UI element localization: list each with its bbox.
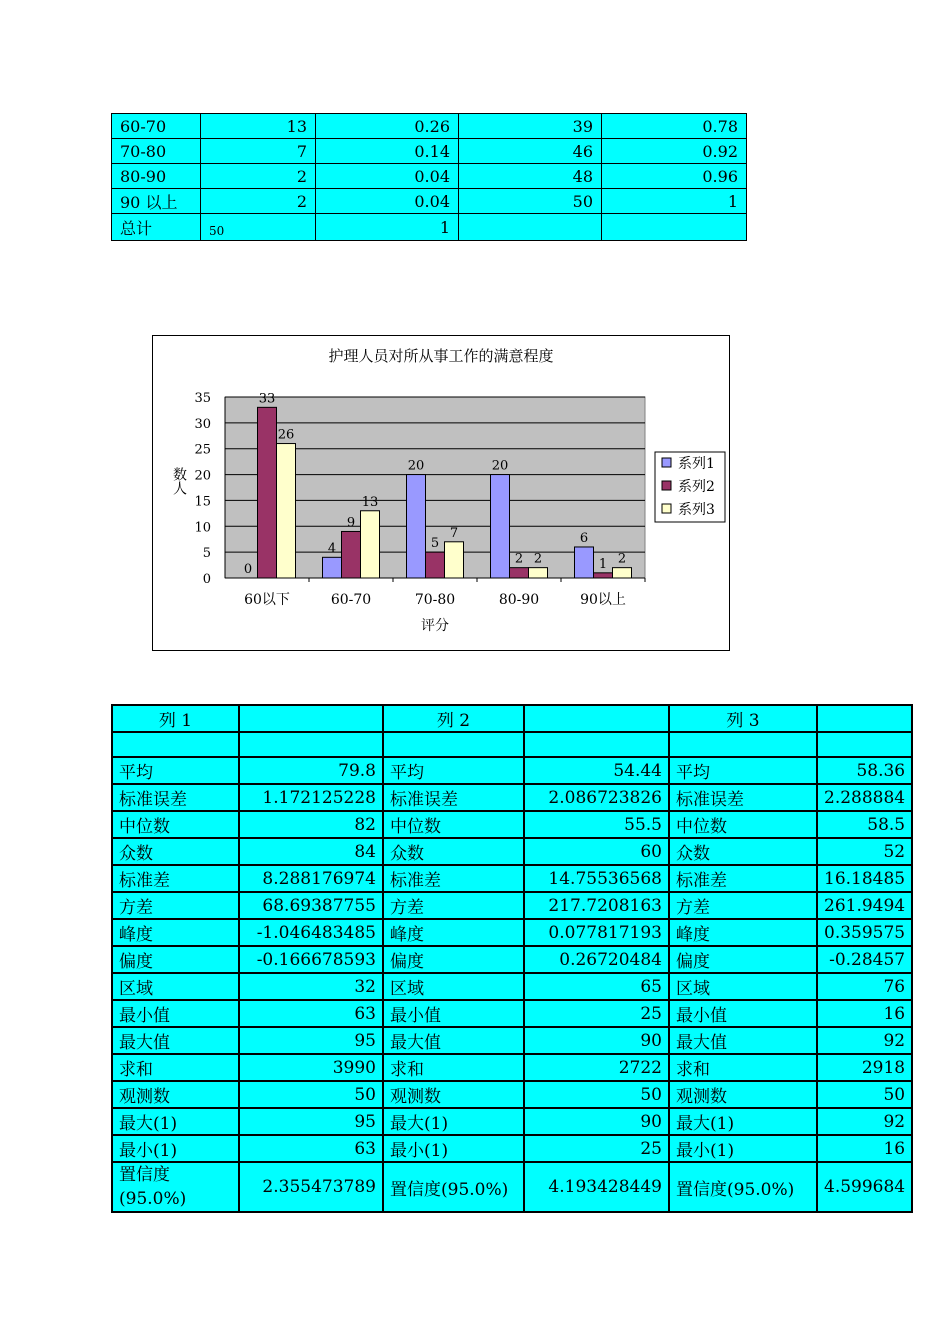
legend-swatch [662, 504, 671, 513]
stats-value-cell: 4.193428449 [524, 1162, 669, 1212]
stats-value-cell: 92 [817, 1108, 912, 1135]
stats-value-cell: 8.288176974 [239, 865, 383, 892]
stats-value-cell: -0.28457 [817, 946, 912, 973]
stats-value-cell: 16 [817, 1135, 912, 1162]
stats-label-cell: 方差 [383, 892, 524, 919]
stats-label-cell: 最小值 [669, 1000, 817, 1027]
stats-value-cell: 16 [817, 1000, 912, 1027]
stats-label-cell: 区域 [383, 973, 524, 1000]
frequency-value-cell: 0.04 [316, 164, 459, 189]
stats-value-cell: 261.9494 [817, 892, 912, 919]
stats-label-cell: 标准误差 [112, 784, 239, 811]
stats-label-cell: 观测数 [112, 1081, 239, 1108]
bar-chart [152, 335, 730, 651]
data-label: 9 [346, 515, 356, 531]
stats-label-cell: 标准差 [669, 865, 817, 892]
frequency-value-cell: 0.96 [602, 164, 747, 189]
stats-label-cell: 置信度(95.0%) [383, 1162, 524, 1212]
stats-label-cell: 众数 [112, 838, 239, 865]
stats-label-cell: 标准差 [112, 865, 239, 892]
stats-label-cell: 平均 [383, 757, 524, 784]
stats-label-cell: 峰度 [383, 919, 524, 946]
stats-value-cell: 2722 [524, 1054, 669, 1081]
x-tick-label: 70-80 [414, 592, 456, 608]
stats-value-cell: 4.599684 [817, 1162, 912, 1212]
data-label: 2 [514, 551, 524, 567]
stats-row [112, 757, 912, 784]
stats-value-cell: 1.172125228 [239, 784, 383, 811]
stats-label-cell: 众数 [669, 838, 817, 865]
stats-column-header [817, 705, 912, 732]
y-tick-label: 5 [202, 546, 211, 562]
stats-label-cell: 求和 [669, 1054, 817, 1081]
bar-系列3 [613, 568, 632, 578]
stats-value-cell: 54.44 [524, 757, 669, 784]
legend-label: 系列2 [678, 479, 715, 495]
stats-row [112, 865, 912, 892]
stats-value-cell: 3990 [239, 1054, 383, 1081]
y-tick-label: 10 [194, 520, 211, 536]
frequency-row [112, 164, 747, 189]
data-label: 4 [327, 541, 337, 557]
stats-label-cell: 标准差 [383, 865, 524, 892]
x-tick-label: 80-90 [498, 592, 540, 608]
stats-row [112, 1054, 912, 1081]
stats-value-cell: 95 [239, 1027, 383, 1054]
frequency-value-cell: 50 [459, 189, 602, 214]
y-axis-label: 数人 [171, 467, 187, 495]
stats-row [112, 811, 912, 838]
stats-label-cell: 最小(1) [112, 1135, 239, 1162]
stats-value-cell: 79.8 [239, 757, 383, 784]
stats-label-cell: 区域 [112, 973, 239, 1000]
stats-label-cell: 平均 [669, 757, 817, 784]
bar-系列3 [361, 511, 380, 578]
y-tick-label: 0 [202, 572, 211, 587]
stats-row [112, 973, 912, 1000]
stats-value-cell: 95 [239, 1108, 383, 1135]
frequency-range-cell: 总计 [112, 214, 201, 241]
frequency-value-cell: 2 [201, 164, 316, 189]
bar-系列2 [342, 531, 361, 578]
bar-系列1 [491, 475, 510, 578]
stats-row [112, 892, 912, 919]
bar-系列3 [445, 542, 464, 578]
stats-label-cell: 中位数 [112, 811, 239, 838]
legend-swatch [662, 481, 671, 490]
data-label: 33 [258, 391, 276, 407]
frequency-range-cell: 60-70 [112, 114, 201, 139]
frequency-value-cell: 1 [316, 214, 459, 241]
stats-label-cell: 峰度 [112, 919, 239, 946]
legend-label: 系列1 [678, 456, 715, 472]
stats-column-header: 列 2 [383, 705, 524, 732]
y-tick-label: 30 [194, 416, 211, 432]
stats-label-cell: 最小(1) [383, 1135, 524, 1162]
frequency-value-cell: 48 [459, 164, 602, 189]
legend-label: 系列3 [678, 502, 715, 518]
stats-value-cell: 84 [239, 838, 383, 865]
stats-table-body [112, 705, 912, 1212]
stats-label-cell: 最大(1) [669, 1108, 817, 1135]
y-tick-label: 20 [194, 468, 211, 484]
stats-row [112, 1108, 912, 1135]
stats-label-cell: 求和 [383, 1054, 524, 1081]
stats-label-cell: 标准误差 [669, 784, 817, 811]
data-label: 2 [617, 551, 627, 567]
stats-value-cell: -1.046483485 [239, 919, 383, 946]
stats-label-cell: 峰度 [669, 919, 817, 946]
data-label: 1 [598, 556, 608, 572]
data-label: 20 [407, 458, 425, 474]
stats-empty-cell [239, 732, 383, 757]
stats-value-cell: 63 [239, 1135, 383, 1162]
data-label: 6 [579, 530, 589, 546]
stats-label-cell: 中位数 [383, 811, 524, 838]
legend-swatch [662, 458, 671, 467]
stats-empty-cell [524, 732, 669, 757]
frequency-value-cell: 7 [201, 139, 316, 164]
bar-系列2 [258, 407, 277, 578]
stats-column-header [524, 705, 669, 732]
stats-value-cell: 0.26720484 [524, 946, 669, 973]
stats-label-cell: 方差 [112, 892, 239, 919]
y-tick-label: 15 [194, 494, 211, 510]
frequency-value-cell [459, 214, 602, 241]
bar-chart-svg [153, 336, 729, 650]
stats-row [112, 1000, 912, 1027]
frequency-value-cell: 46 [459, 139, 602, 164]
bar-系列2 [426, 552, 445, 578]
stats-label-cell: 观测数 [669, 1081, 817, 1108]
stats-value-cell: 217.7208163 [524, 892, 669, 919]
stats-value-cell: 32 [239, 973, 383, 1000]
stats-value-cell: 2.355473789 [239, 1162, 383, 1212]
stats-label-cell: 最大(1) [383, 1108, 524, 1135]
stats-value-cell: 63 [239, 1000, 383, 1027]
data-label: 20 [491, 458, 509, 474]
stats-value-cell: 2.288884 [817, 784, 912, 811]
stats-value-cell: 82 [239, 811, 383, 838]
stats-value-cell: 16.18485 [817, 865, 912, 892]
frequency-row [112, 139, 747, 164]
bar-系列3 [529, 568, 548, 578]
stats-label-cell: 偏度 [669, 946, 817, 973]
stats-empty-cell [669, 732, 817, 757]
stats-empty-cell [817, 732, 912, 757]
frequency-range-cell: 70-80 [112, 139, 201, 164]
stats-value-cell: 14.75536568 [524, 865, 669, 892]
stats-value-cell: 25 [524, 1000, 669, 1027]
stats-value-cell: 25 [524, 1135, 669, 1162]
stats-label-cell: 最小(1) [669, 1135, 817, 1162]
bar-系列2 [594, 573, 613, 578]
stats-row [112, 1027, 912, 1054]
x-tick-label: 90以上 [580, 592, 626, 608]
frequency-value-cell: 0.14 [316, 139, 459, 164]
stats-label-cell: 求和 [112, 1054, 239, 1081]
frequency-range-cell: 80-90 [112, 164, 201, 189]
stats-label-cell: 最大值 [383, 1027, 524, 1054]
stats-value-cell: 65 [524, 973, 669, 1000]
stats-empty-cell [383, 732, 524, 757]
stats-value-cell: 0.359575 [817, 919, 912, 946]
frequency-table [111, 113, 747, 241]
stats-column-header: 列 1 [112, 705, 239, 732]
stats-column-header: 列 3 [669, 705, 817, 732]
frequency-table-body [112, 114, 747, 241]
stats-row [112, 1081, 912, 1108]
stats-row [112, 838, 912, 865]
stats-empty-row [112, 732, 912, 757]
stats-value-cell: 76 [817, 973, 912, 1000]
stats-value-cell: 55.5 [524, 811, 669, 838]
x-tick-label: 60以下 [244, 592, 290, 608]
stats-column-header [239, 705, 383, 732]
y-tick-label: 25 [194, 442, 211, 458]
data-label: 7 [449, 525, 459, 541]
data-label: 26 [277, 427, 295, 443]
stats-row [112, 1162, 912, 1212]
frequency-value-cell: 0.26 [316, 114, 459, 139]
frequency-value-cell: 50 [201, 214, 316, 241]
frequency-value-cell: 0.92 [602, 139, 747, 164]
stats-value-cell: 2918 [817, 1054, 912, 1081]
stats-label-cell: 偏度 [383, 946, 524, 973]
frequency-range-cell: 90 以上 [112, 189, 201, 214]
stats-label-cell: 最小值 [112, 1000, 239, 1027]
stats-row [112, 784, 912, 811]
data-label: 0 [243, 562, 253, 577]
data-label: 5 [430, 536, 440, 552]
descriptive-stats-table [111, 704, 913, 1213]
stats-value-cell: 92 [817, 1027, 912, 1054]
stats-value-cell: 60 [524, 838, 669, 865]
frequency-row [112, 189, 747, 214]
stats-row [112, 919, 912, 946]
frequency-value-cell [602, 214, 747, 241]
stats-header-row [112, 705, 912, 732]
stats-value-cell: 50 [239, 1081, 383, 1108]
stats-value-cell: 58.36 [817, 757, 912, 784]
bar-系列2 [510, 568, 529, 578]
stats-label-cell: 最大(1) [112, 1108, 239, 1135]
frequency-row [112, 114, 747, 139]
frequency-value-cell: 2 [201, 189, 316, 214]
stats-value-cell: 58.5 [817, 811, 912, 838]
stats-value-cell: -0.166678593 [239, 946, 383, 973]
frequency-value-cell: 0.78 [602, 114, 747, 139]
frequency-value-cell: 1 [602, 189, 747, 214]
x-axis-label: 评分 [421, 618, 449, 634]
stats-label-cell: 置信度(95.0%) [112, 1162, 239, 1212]
stats-label-cell: 观测数 [383, 1081, 524, 1108]
stats-value-cell: 52 [817, 838, 912, 865]
stats-label-cell: 最大值 [112, 1027, 239, 1054]
frequency-value-cell: 13 [201, 114, 316, 139]
stats-row [112, 946, 912, 973]
stats-label-cell: 最大值 [669, 1027, 817, 1054]
stats-label-cell: 最小值 [383, 1000, 524, 1027]
stats-value-cell: 90 [524, 1108, 669, 1135]
data-label: 13 [361, 494, 379, 510]
stats-label-cell: 置信度(95.0%) [669, 1162, 817, 1212]
x-tick-label: 60-70 [330, 592, 372, 608]
y-tick-label: 35 [194, 391, 211, 406]
data-label: 2 [533, 551, 543, 567]
stats-label-cell: 众数 [383, 838, 524, 865]
stats-label-cell: 区域 [669, 973, 817, 1000]
stats-label-cell: 中位数 [669, 811, 817, 838]
frequency-value-cell: 39 [459, 114, 602, 139]
bar-系列1 [575, 547, 594, 578]
stats-row [112, 1135, 912, 1162]
frequency-row [112, 214, 747, 241]
stats-label-cell: 偏度 [112, 946, 239, 973]
stats-value-cell: 50 [817, 1081, 912, 1108]
bar-系列1 [323, 557, 342, 578]
stats-value-cell: 2.086723826 [524, 784, 669, 811]
stats-label-cell: 平均 [112, 757, 239, 784]
chart-title: 护理人员对所从事工作的满意程度 [328, 347, 554, 365]
stats-value-cell: 68.69387755 [239, 892, 383, 919]
stats-label-cell: 方差 [669, 892, 817, 919]
stats-value-cell: 0.077817193 [524, 919, 669, 946]
frequency-value-cell: 0.04 [316, 189, 459, 214]
stats-label-cell: 标准误差 [383, 784, 524, 811]
bar-系列1 [407, 475, 426, 578]
bar-系列3 [277, 444, 296, 578]
stats-value-cell: 90 [524, 1027, 669, 1054]
stats-empty-cell [112, 732, 239, 757]
stats-value-cell: 50 [524, 1081, 669, 1108]
